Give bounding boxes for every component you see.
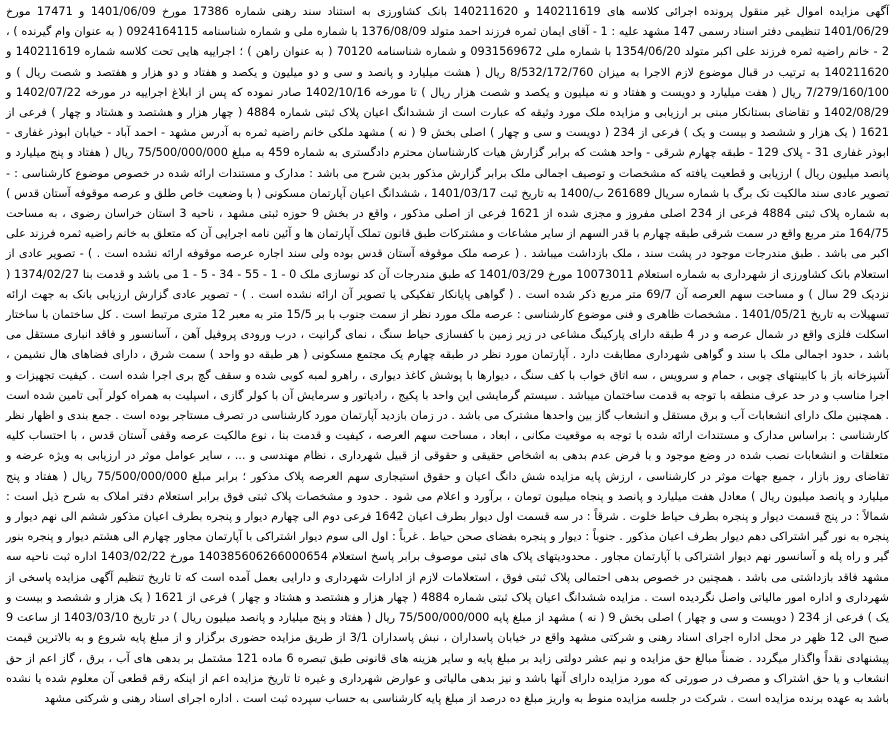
auction-notice-text: آگهی مزایده اموال غیر منقول پرونده اجرائی کلاسه های 140211619 و 140211620 بانک کشاورزی به استناد سند رهنی شماره 17386 مورخ 1401/06/09 و 17471 مورخ 1401/06/29 تنظیمی دفتر اسناد رسمی 147 مشهد علیه : 1 - آقای ایمان ثمره فرزند احمد متولد 1376/08/09 با شماره ملی و شماره شناسنامه 0924164115 ( به عنوان وام گیرنده ) ، 2 - خانم راضیه ثمره فرزند علی اکبر متولد 1354/06/20 با شماره ملی 0931569672 و شماره شناسنامه 70120 ( به عنوان راهن ) ؛ اجراییه هایی تحت کلاسه شماره 140211619 و 140211620 به ترتیب در قبال موضوع لازم الاجرا به میزان 8/532/172/760 ریال ( هشت میلیارد و پانصد و سی و دو میلیون و یکصد و هفتاد و دو هزار و هفتصد و شصت ریال ) و 7/279/160/100 ریال ( هفت میلیارد و دویست و هفتاد و نه میلیون و یکصد و شصت هزار ریال ) تا مورخه 1402/10/16 صادر نموده که پس از ابلاغ اجراییه در مورخه 1402/07/22 و 1402/08/29 و تقاضای بستانکار مبنی بر ارزیابی و مزایده ملک مورد وثیقه که عبارت است از ششدانگ اعیان پلاک ثبتی شماره 4884 ( چهار هزار و هشتصد و هشتاد و چهار ) فرعی از 1621 ( یک هزار و ششصد و بیست و یک ) فرعی از 234 ( دویست و سی و چهار ) اصلی بخش 9 ( نه ) مشهد ملکی خانم راضیه ثمره به آدرس مشهد - احمد آباد - خیابان ابوذر غفاری - ابوذر غفاری 31 - پلاک 129 - طبقه چهارم شرقی - واحد هشت که برابر گزارش هیات کارشناسان محترم دادگستری به شماره 459 به مبلغ 75/500/000/000 ریال ( هفتاد و پنج میلیارد و پانصد میلیون ریال ) ارزیابی و قطعیت یافته که مشخصات و توصیف اجمالی ملک برابر گزارش مذکور بدین شرح می باشد : مدارک و مستندات ارائه شده در خصوص موضوع کارشناسی : - تصویر عادی سند مالکیت تک برگ با شماره سریال 261689 ب/1400 به تاریخ ثبت 1401/03/17 ، ششدانگ اعیان آپارتمان مسکونی ( با وضعیت خاص طلق و عرصه موقوفه آستان قدس ) به شماره پلاک ثبتی 4884 فرعی از 234 اصلی مفروز و مجزی شده از 1621 فرعی از اصلی مذکور ، واقع در بخش 9 حوزه ثبتی مشهد ، ناحیه 3 استان خراسان رضوی ، به مساحت 164/75 متر مربع واقع در سمت شرقی طبقه چهارم با قدر السهم از سایر مشاعات و مشترکات طبق قانون تملک آپارتمان ها و آئین نامه اجرایی آن که متعلق به خانم راضیه ثمره فرزند علی اکبر می باشد . طبق مندرجات موجود در پشت سند ، ملک بازداشت میباشد . ( عرصه ملک موقوفه آستان قدس بوده ولی سند اجاره عرصه موقوفه ارائه نشده است . ) - تصویر عادی از استعلام بانک کشاورزی از شهرداری به شماره استعلام 10073011 مورخ 1401/03/29 که طبق مندرجات آن کد نوسازی ملک 0 - 1 - 55 - 34 - 5 - 1 می باشد و قدمت بنا 1374/02/27 ( نزدیک 29 سال ) و مساحت سهم العرصه آن 69/7 متر مربع ذکر شده است . ( گواهی پایانکار تفکیکی یا تصویر آن ارائه نشده است . ) - تصویر عادی گزارش ارزیابی بانک به جهت ارائه تسهیلات به تاریخ 1401/05/21 . مشخصات ظاهری و فنی موضوع کارشناسی : عرصه ملک مورد نظر از سمت جنوب با بر 15/5 متر به معبر 12 متری مرتبط است . کل ساختمان با ساختار اسکلت فلزی واقع در شمال عرصه و در 4 طبقه دارای پارکینگ مشاعی در زیر زمین با کفسازی حیاط سنگ ، نمای گرانیت ، درب ورودی پروفیل آهن ، آسانسور و فاقد انباری مستقل می باشد ، حدود اجمالی ملک با سند و گواهی شهرداری مطابقت دارد . آپارتمان مورد نظر در طبقه چهارم یک مجتمع مسکونی ( هر طبقه دو واحد ) سمت شرق ، دارای فضاهای هال نشیمن ، آشپزخانه باز با کابینتهای چوبی ، حمام و سرویس ، سه اتاق خواب با کف سنگ ، دیوارها با پوشش کاغذ دیواری ، راهرو لمبه کوبی شده و سقف گچ بری اجرا شده است . کیفیت تجهیزات و اجرا مناسب و در حد عرف منطقه با توجه به قدمت ساختمان میباشد . سیستم گرمایشی این واحد با پکیج ، رادیاتور و سرمایش آن با کولر گازی ، اسپلیت به همراه کولر آبی تامین شده است . همچنین ملک دارای انشعابات آب و برق مستقل و انشعاب گاز بین واحدها مشترک می باشد . در زمان بازدید آپارتمان مورد کارشناسی در تصرف مستاجر بوده است . جمع بندی و اظهار نظر کارشناسی : براساس مدارک و مستندات ارائه شده با توجه به موقعیت مکانی ، ابعاد ، مساحت سهم العرصه ، کیفیت و قدمت بنا ، نوع مالکیت عرصه وقفی آستان قدس ، با احتساب کلیه متعلقات و انشعابات نصب شده در وضع موجود و با فرض عدم بدهی به اشخاص حقیقی و حقوقی از قبیل شهرداری ، نظام مهندسی و ... ، سایر عوامل موثر در ارزیابی به ویژه عرضه و تقاضای روز بازار ، جمیع جهات موثر در کارشناسی ، ارزش پایه مزایده شش دانگ اعیان و حقوق استیجاری سهم العرصه پلاک مذکور ؛ برابر مبلغ 75/500/000/000 ریال ( هفتاد و پنج میلیارد و پانصد میلیون ریال ) معادل هفت میلیارد و پانصد و پنجاه میلیون تومان ، برآورد و اعلام می شود . حدود و مشخصات پلاک ثبتی فوق برابر استعلام دفتر املاک به شرح ذیل است : شمالاً : در پنج قسمت دیوار و پنجره بطرف حیاط خلوت . شرقاً : در سه قسمت اول دیوار بطرف اعیان 1642 فرعی دوم الی چهارم دیوار و پنجره بطرف اعیان مذکور ششم الی نهم دیوار و پنجره به نور گیر اشتراکی دهم دیوار بطرف اعیان مذکور . جنوباً : دیوار و پنجره بفضای صحن حیاط . غرباً : اول الی سوم دیوار اشتراکی با آپارتمان مجاور چهارم الی هشتم دیوار و پنجره بنور گیر و راه پله و آسانسور نهم دیوار اشتراکی با آپارتمان مجاور . محدودیتهای پلاک های ثبتی موصوف برابر پاسخ استعلام 140385606266000654 مورخ 1403/02/22 اداره ثبت ناحیه سه مشهد فاقد بازداشتی می باشد . همچنین در خصوص بدهی احتمالی پلاک ثبتی فوق ، استعلامات لازم از ادارات شهرداری و دارایی بعمل آمده است که تا تاریخ تنظیم آگهی مزایده پاسخی از شهرداری و اداره امور مالیاتی واصل نگردیده است . مزایده ششدانگ اعیان پلاک ثبتی شماره 4884 ( چهار هزار و هشتصد و هشتاد و چهار ) فرعی از 1621 ( یک هزار و ششصد و بیست و یک ) فرعی از 234 ( دویست و سی و چهار ) اصلی بخش 9 ( نه ) مشهد از مبلغ پایه 75/500/000/000 ریال ( هفتاد و پنج میلیارد و پانصد میلیون ریال ) در تاریخ 1403/03/10 از ساعت 9 صبح الی 12 ظهر در محل اداره اجرای اسناد رهنی و شرکتی مشهد واقع در خیابان پاسداران ، نبش پاسداران 3/1 از طریق مزایده حضوری برگزار و از مبلغ پایه شروع و به بالاترین قیمت پیشنهادی نقداً واگذار میگردد . ضمناً مبالغ حق مزایده و نیم عشر دولتی زاید بر مبلغ پایه و سایر هزینه های قانونی طبق تبصره 6 ماده 121 مشتمل بر بدهی های آب ، برق ، گاز اعم از حق انشعاب و یا حق اشتراک و مصرف در صورتی که مورد مزایده دارای آنها باشد و نیز بدهی مالیاتی و عوارض شهرداری و غیره تا تاریخ مزایده اعم از اینکه رقم قطعی آن معلوم شده یا نشده باشد به عهده برنده مزایده است . شرکت در جلسه مزایده منوط به واریز مبلغ ده درصد از مبلغ پایه کارشناسی به حساب سپرده ثبت است . اداره اجرای اسناد رهنی و شرکتی مشهد xyxy=(6,5,890,705)
